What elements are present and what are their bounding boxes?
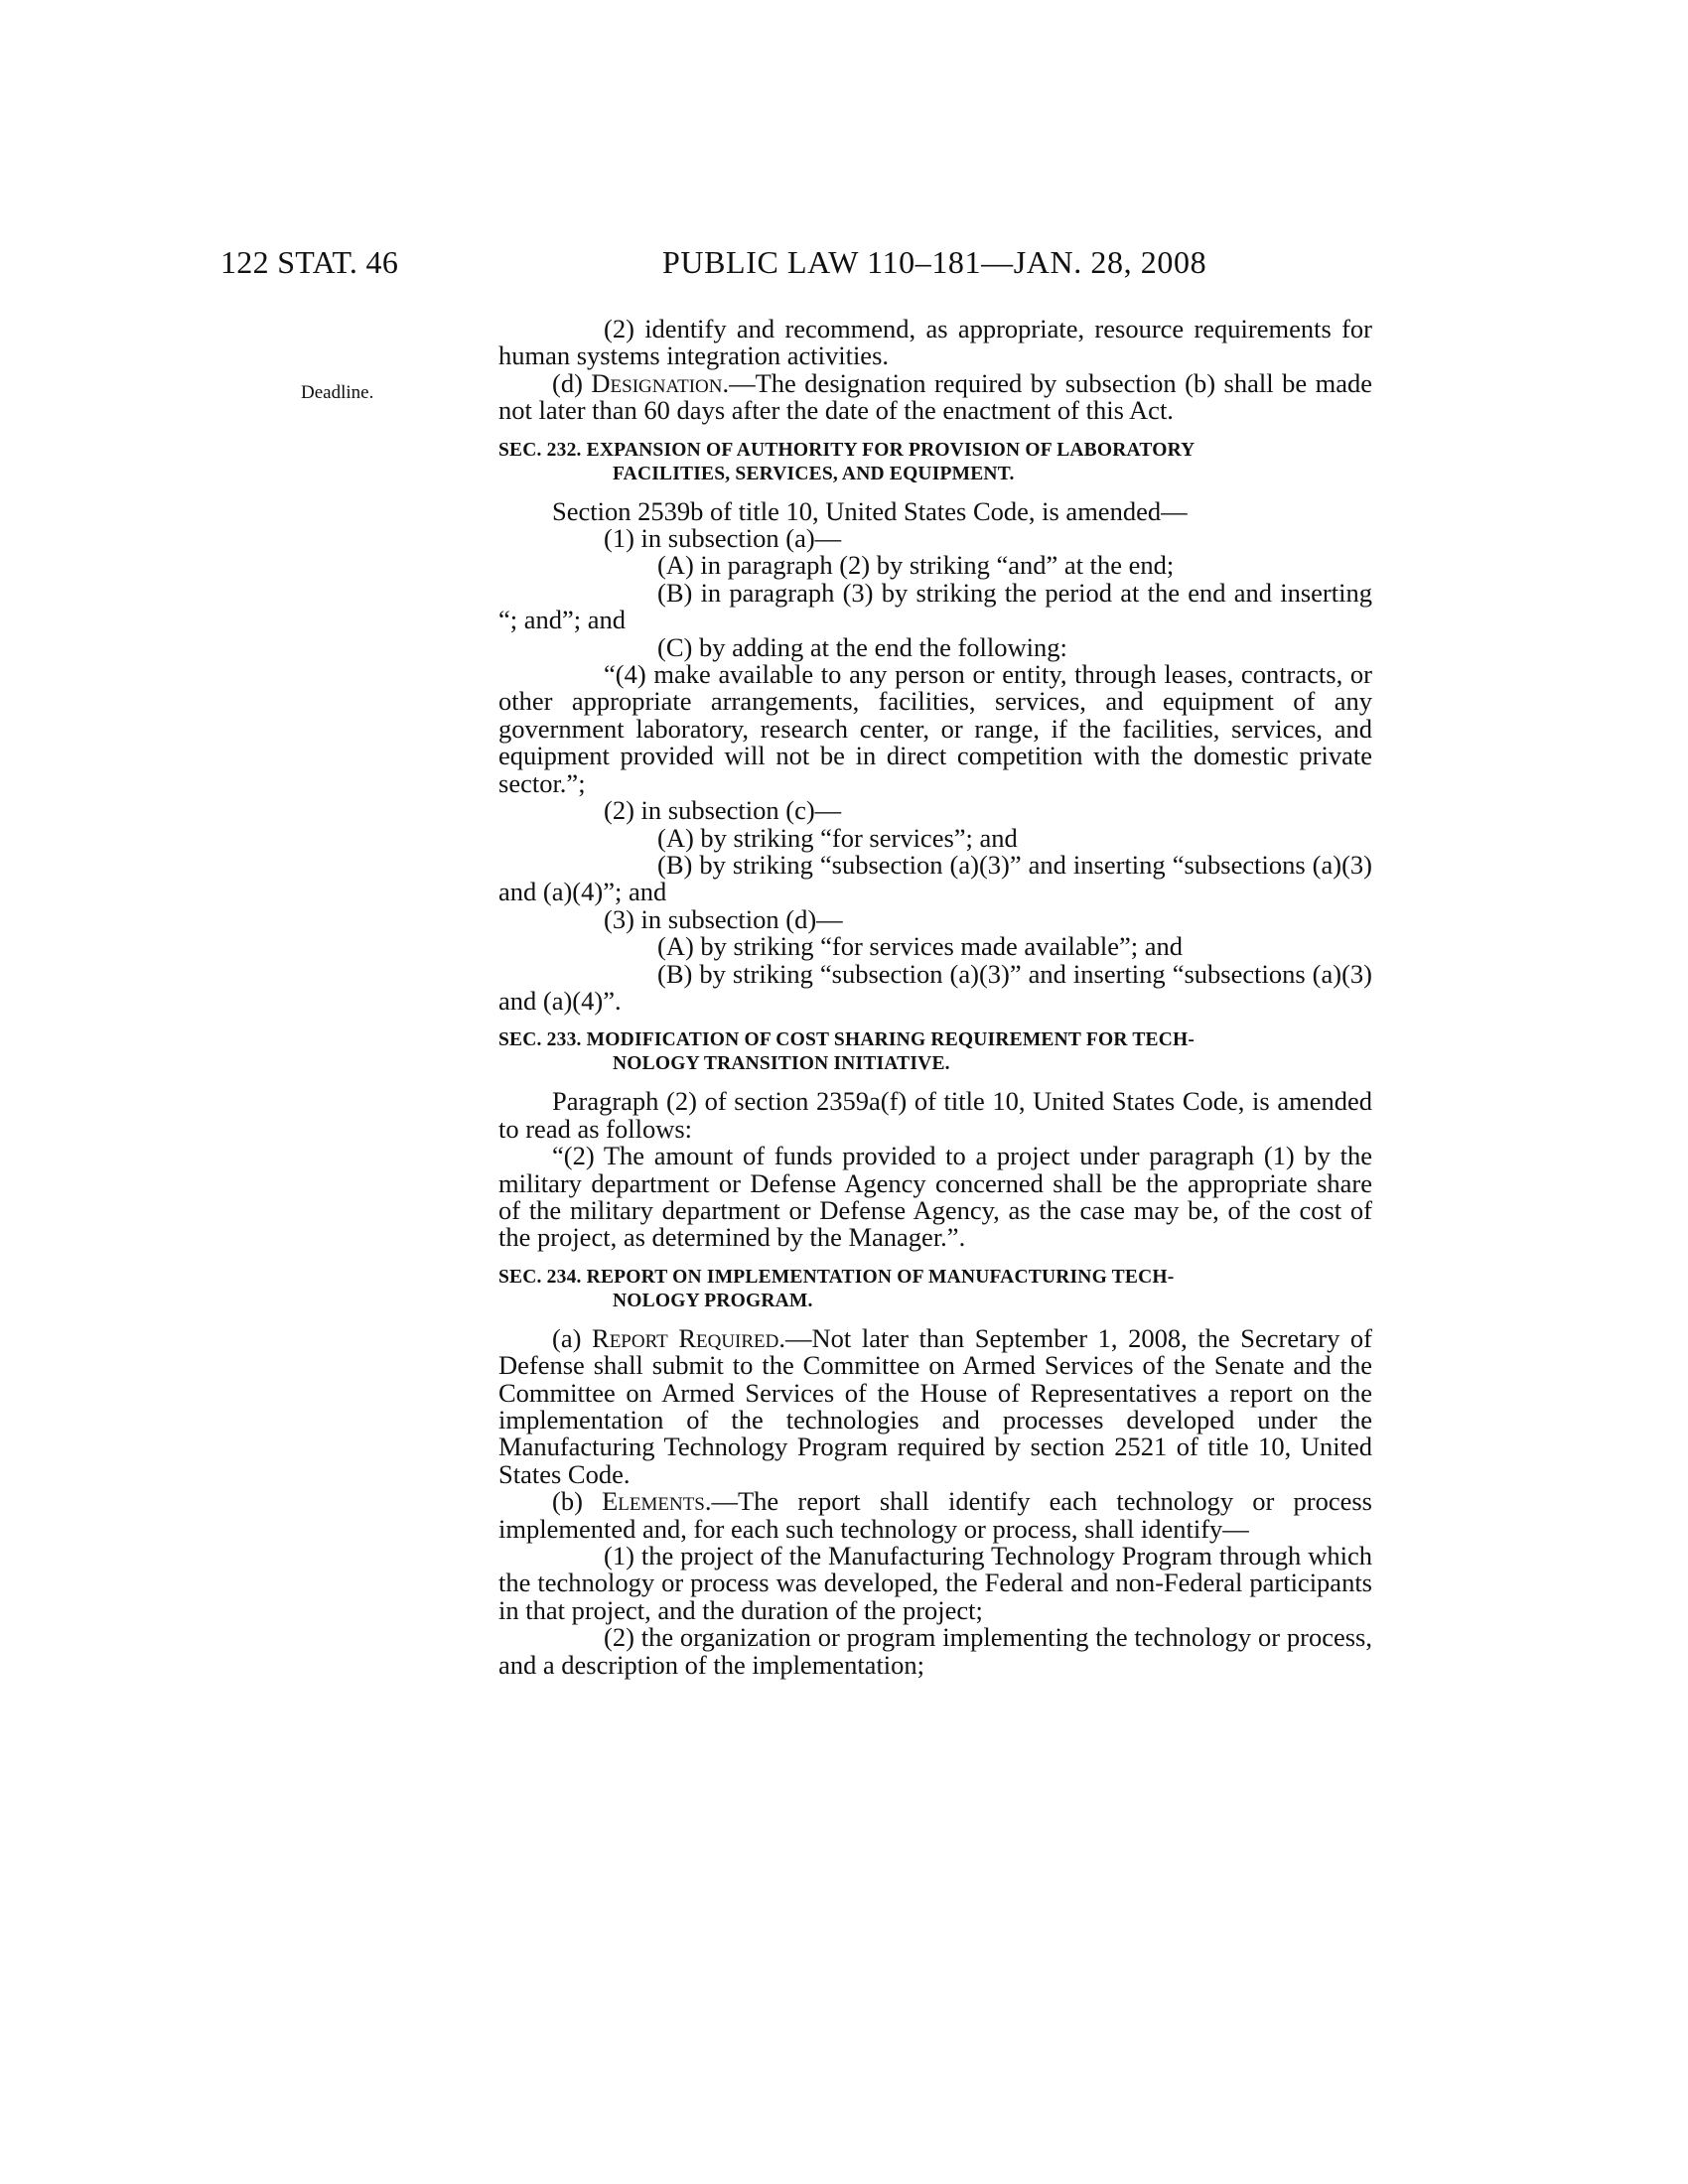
paragraph-b-elements [498,1488,1372,1543]
paragraph-d-designation [498,367,1372,426]
section-heading-line: NOLOGY TRANSITION INITIATIVE. [613,1053,950,1075]
paragraph-a-report-required [498,1322,1372,1489]
quoted-paragraph-2: “(2) The amount of funds provided to a project under paragraph (1) by the military department or Defense Agency concerned shall be the appropriate share of the military department or Defense Agency, as the case may be, of the cost of the project, as determined by the Manager.”. [498,1141,1372,1253]
page-header-title: PUBLIC LAW 110–181—JAN. 28, 2008 [662,244,1207,280]
section-234-heading [498,1266,1372,1313]
clause-1c: (C) by adding at the end the following: [657,631,1067,662]
clause-1b: (B) in paragraph (3) by striking the period at the end and inserting “; and”; and [498,577,1372,635]
section-heading-line: FACILITIES, SERVICES, AND EQUIPMENT. [613,463,1015,484]
clause-1: (1) in subsection (a)— [604,523,842,554]
section-233-heading [498,1028,1372,1076]
document-body [498,316,1372,1679]
paragraph-label: (b) [552,1486,603,1517]
paragraph-heading: Designation [591,367,723,398]
clause-1a: (A) in paragraph (2) by striking “and” at the end; [657,550,1175,581]
clause-3b: (B) by striking “subsection (a)(3)” and inserting “subsections (a)(3) and (a)(4)”. [498,958,1372,1016]
section-heading-line: NOLOGY PROGRAM. [613,1290,813,1311]
page-stat-reference: 122 STAT. 46 [220,244,399,280]
paragraph-text: .—Not later than September 1, 2008, the Secretary of Defense shall submit to the Committee on Armed Services of the Senate and the Committee on Armed Services of the House of Representatives a report on the implementation of the technologies and processes developed under the Manufacturing Technology Program required by section 2521 of title 10, United States Code. [498,1322,1372,1489]
clause-3: (3) in subsection (d)— [604,903,843,934]
paragraph-label: (d) [552,367,592,398]
element-1: (1) the project of the Manufacturing Technology Program through which the technology or process was developed, the Federal and non-Federal participants in that project, and the duration of the project; [498,1541,1372,1625]
paragraph-text: .—The report shall identify each technology or process implemented and, for each such technology or process, shall identify— [498,1486,1372,1544]
clause-2b: (B) by striking “subsection (a)(3)” and inserting “subsections (a)(3) and (a)(4)”; and [498,849,1372,907]
paragraph-label: (a) [552,1322,593,1353]
paragraph-heading: Elements [602,1486,705,1517]
paragraph-heading: Report Required [592,1322,779,1353]
clause-3a: (A) by striking “for services made available”; and [657,931,1184,962]
element-2: (2) the organization or program implementing the technology or process, and a description of the implementation; [498,1622,1372,1680]
quoted-paragraph-4: “(4) make available to any person or entity, through leases, contracts, or other appropriate arrangements, facilities, services, and equipment of any government laboratory, research center, or range, if the facilities, services, and equipment provided will not be in direct competition with the domestic private sector.”; [498,659,1372,798]
section-233-intro: Paragraph (2) of section 2359a(f) of title 10, United States Code, is amended to read as follows: [498,1086,1372,1144]
margin-note-deadline: Deadline. [301,382,374,403]
clause-2: (2) in subsection (c)— [604,795,842,826]
section-232-intro: Section 2539b of title 10, United States Code, is amended— [552,495,1188,526]
paragraph-c2: (2) identify and recommend, as appropriate, resource requirements for human systems integration activities. [498,314,1372,371]
section-heading-line: SEC. 233. MODIFICATION OF COST SHARING REQUIREMENT FOR TECH- [498,1029,1196,1051]
section-heading-line: SEC. 234. REPORT ON IMPLEMENTATION OF MANUFACTURING TECH- [498,1266,1175,1288]
clause-2a: (A) by striking “for services”; and [657,822,1018,853]
section-heading-line: SEC. 232. EXPANSION OF AUTHORITY FOR PROVISION OF LABORATORY [498,439,1196,461]
paragraph-text: .—The designation required by subsection (b) shall be made not later than 60 days after the date of the enactment of this Act. [498,367,1372,426]
section-232-heading [498,439,1372,486]
